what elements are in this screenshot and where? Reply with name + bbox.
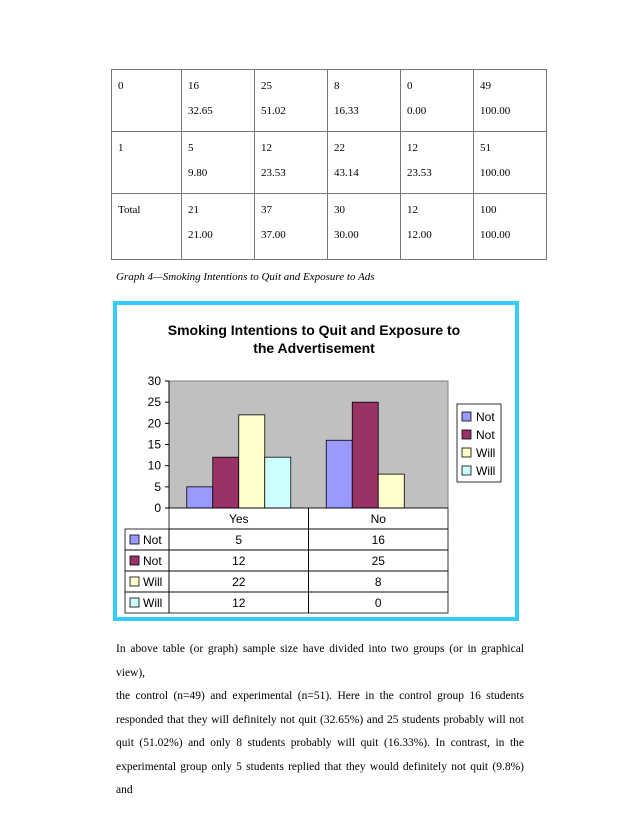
- cell-percent: 9.80: [188, 167, 208, 179]
- series-label: Will: [143, 575, 163, 589]
- data-label: 0: [374, 596, 382, 610]
- cell-percent: 23.53: [261, 167, 286, 179]
- cell-percent: 32.65: [188, 105, 213, 117]
- table-cell: [328, 132, 401, 194]
- table-cell: [182, 70, 255, 132]
- y-tick-label: 0: [154, 501, 161, 515]
- cell-percent: 43.14: [334, 167, 359, 179]
- row-label: Total: [112, 194, 182, 260]
- cell-percent: 23.53: [407, 167, 432, 179]
- series-label: Will: [143, 596, 163, 610]
- cell-percent: 100.00: [480, 167, 511, 179]
- legend-key: [130, 598, 139, 607]
- cell-count: 25: [261, 80, 272, 92]
- legend-key: [462, 430, 471, 439]
- cell-count: 22: [334, 142, 345, 154]
- cell-percent: 21.00: [188, 229, 213, 241]
- legend-label: Will: [476, 446, 496, 460]
- y-tick-label: 10: [147, 458, 161, 473]
- cell-count: 5: [188, 142, 194, 154]
- series-label: Not: [143, 533, 162, 547]
- bar-yes-2: [213, 457, 239, 508]
- data-label: 12: [232, 596, 246, 610]
- table-row: [112, 70, 547, 132]
- table-cell: [255, 132, 328, 194]
- y-tick-label: 5: [154, 479, 161, 494]
- cell-percent: 37.00: [261, 229, 286, 241]
- cell-percent: 51.02: [261, 105, 286, 117]
- paragraph-line: experimental group only 5 students replied that they would definitely not quit (9.8%) and: [116, 760, 524, 796]
- cell-count: 12: [407, 204, 418, 216]
- y-tick-label: 15: [147, 437, 161, 452]
- bar-yes-4: [265, 457, 291, 508]
- table-cell: [328, 70, 401, 132]
- legend-key: [130, 577, 139, 586]
- cell-count: 16: [188, 80, 199, 92]
- cell-count: 8: [334, 80, 340, 92]
- body-paragraph: [116, 638, 524, 803]
- bar-no-1: [326, 440, 352, 508]
- bar-no-3: [378, 474, 404, 508]
- chart-frame: [113, 301, 519, 621]
- legend-key: [462, 448, 471, 457]
- data-label: 12: [232, 554, 246, 568]
- cell-percent: 30.00: [334, 229, 359, 241]
- chart-svg: [117, 305, 515, 617]
- x-category-label: No: [370, 512, 386, 526]
- table-cell: [401, 70, 474, 132]
- y-tick-label: 25: [147, 395, 161, 410]
- legend-label: Will: [476, 464, 496, 478]
- cell-percent: 16.33: [334, 105, 359, 117]
- cell-percent: 100.00: [480, 105, 511, 117]
- table-cell: [401, 132, 474, 194]
- table-cell: [474, 132, 547, 194]
- legend-label: Not: [476, 410, 495, 424]
- row-label: 0: [112, 70, 182, 132]
- cell-percent: 0.00: [407, 105, 427, 117]
- table-cell: [182, 132, 255, 194]
- table-row: [112, 132, 547, 194]
- cell-count: 37: [261, 204, 272, 216]
- cell-count: 21: [188, 204, 199, 216]
- cell-count: 51: [480, 142, 491, 154]
- bar-no-2: [352, 402, 378, 508]
- table-cell: [401, 194, 474, 260]
- bar-yes-3: [239, 415, 265, 508]
- y-tick-label: 20: [147, 416, 161, 431]
- data-label: 25: [371, 554, 385, 568]
- table-cell: [328, 194, 401, 260]
- cell-count: 30: [334, 204, 345, 216]
- cell-percent: 12.00: [407, 229, 432, 241]
- paragraph-line: In above table (or graph) sample size have divided into two groups (or in graphical view),: [116, 643, 524, 679]
- cell-percent: 100.00: [480, 229, 511, 241]
- cell-count: 12: [261, 142, 272, 154]
- x-category-label: Yes: [228, 512, 249, 526]
- graph-caption: Graph 4—Smoking Intentions to Quit and Exposure to Ads: [116, 271, 375, 283]
- data-label: 5: [235, 533, 243, 547]
- row-label: 1: [112, 132, 182, 194]
- bar-yes-1: [187, 487, 213, 508]
- table-cell: [474, 194, 547, 260]
- chart-title: Smoking Intentions to Quit and Exposure to: [167, 322, 461, 338]
- paragraph-line: responded that they will definitely not quit (32.65%) and 25 students probably will not: [116, 713, 524, 726]
- table-cell: [255, 70, 328, 132]
- data-label: 16: [371, 533, 385, 547]
- chart-subtitle: the Advertisement: [253, 340, 375, 356]
- table-cell: [182, 194, 255, 260]
- data-label: 8: [374, 575, 382, 589]
- cell-count: 12: [407, 142, 418, 154]
- legend-key: [462, 466, 471, 475]
- legend-key: [130, 535, 139, 544]
- legend-key: [462, 412, 471, 421]
- y-tick-label: 30: [147, 374, 161, 388]
- table-row: [112, 194, 547, 260]
- data-label: 22: [232, 575, 246, 589]
- cell-count: 49: [480, 80, 491, 92]
- cell-count: 100: [480, 204, 497, 216]
- legend-label: Not: [476, 428, 495, 442]
- legend-key: [130, 556, 139, 565]
- paragraph-line: the control (n=49) and experimental (n=51). Here in the control group 16 students: [116, 690, 524, 702]
- cell-count: 0: [407, 80, 413, 92]
- paragraph-line: quit (51.02%) and only 8 students probably will quit (16.33%). In contrast, in the: [116, 737, 524, 749]
- series-label: Not: [143, 554, 162, 568]
- frequency-table: [111, 69, 547, 260]
- table-cell: [474, 70, 547, 132]
- table-cell: [255, 194, 328, 260]
